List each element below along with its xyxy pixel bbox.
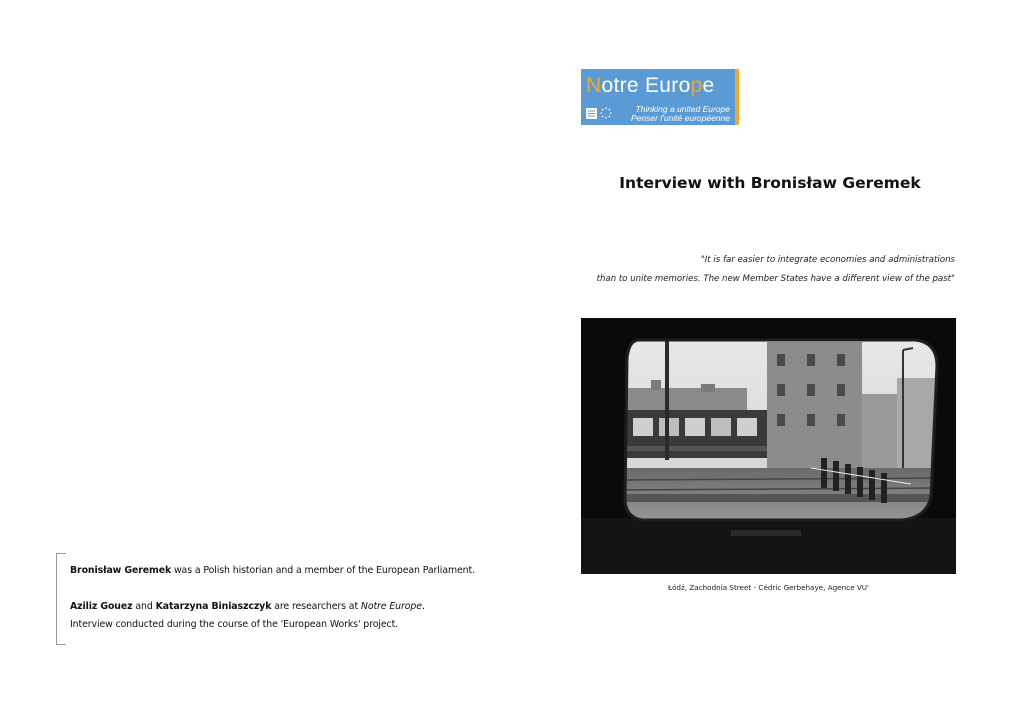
photo-illustration (581, 318, 956, 574)
bio-geremek (70, 565, 475, 576)
bio-authors-desc: are researchers at (271, 601, 361, 612)
document-icon (586, 108, 597, 119)
bio-and: and (132, 601, 156, 612)
bio-name-geremek: Bronisław Geremek (70, 565, 172, 576)
quote-line-2: than to unite memories. The new Member States have a different view of the past" (596, 274, 955, 284)
logo-wordmark (586, 74, 715, 98)
notre-europe-logo (581, 69, 739, 125)
bio-period: . (421, 601, 425, 612)
bio-bracket (56, 553, 66, 645)
bio-desc-geremek: was a Polish historian and a member of the European Parliament. (171, 565, 475, 576)
bio-author-biniaszczyk: Katarzyna Biniaszczyk (155, 601, 272, 612)
bio-project-note: Interview conducted during the course of the 'European Works' project. (70, 619, 399, 630)
logo-letter-e: e (702, 74, 715, 97)
street-photo (581, 318, 956, 574)
bio-org: Notre Europe (360, 601, 422, 612)
eu-stars-icon (600, 107, 612, 119)
logo-tagline-en: Thinking a united Europe (635, 104, 730, 114)
page-title: Interview with Bronisław Geremek (619, 174, 921, 192)
quote-line-1: "It is far easier to integrate economies and administrations (700, 255, 955, 265)
logo-letter-p: p (690, 74, 703, 97)
logo-letters: otre Euro (601, 74, 691, 97)
logo-letter-n: N (586, 74, 602, 97)
photo-caption: Łódź, Zachodnia Street - Cédric Gerbehaye, Agence VU' (668, 583, 869, 592)
bio-authors (70, 601, 425, 612)
bio-author-gouez: Aziliz Gouez (70, 601, 133, 612)
logo-tagline-fr: Penser l'unité européenne (631, 113, 730, 123)
logo-accent-stripe (735, 69, 739, 125)
